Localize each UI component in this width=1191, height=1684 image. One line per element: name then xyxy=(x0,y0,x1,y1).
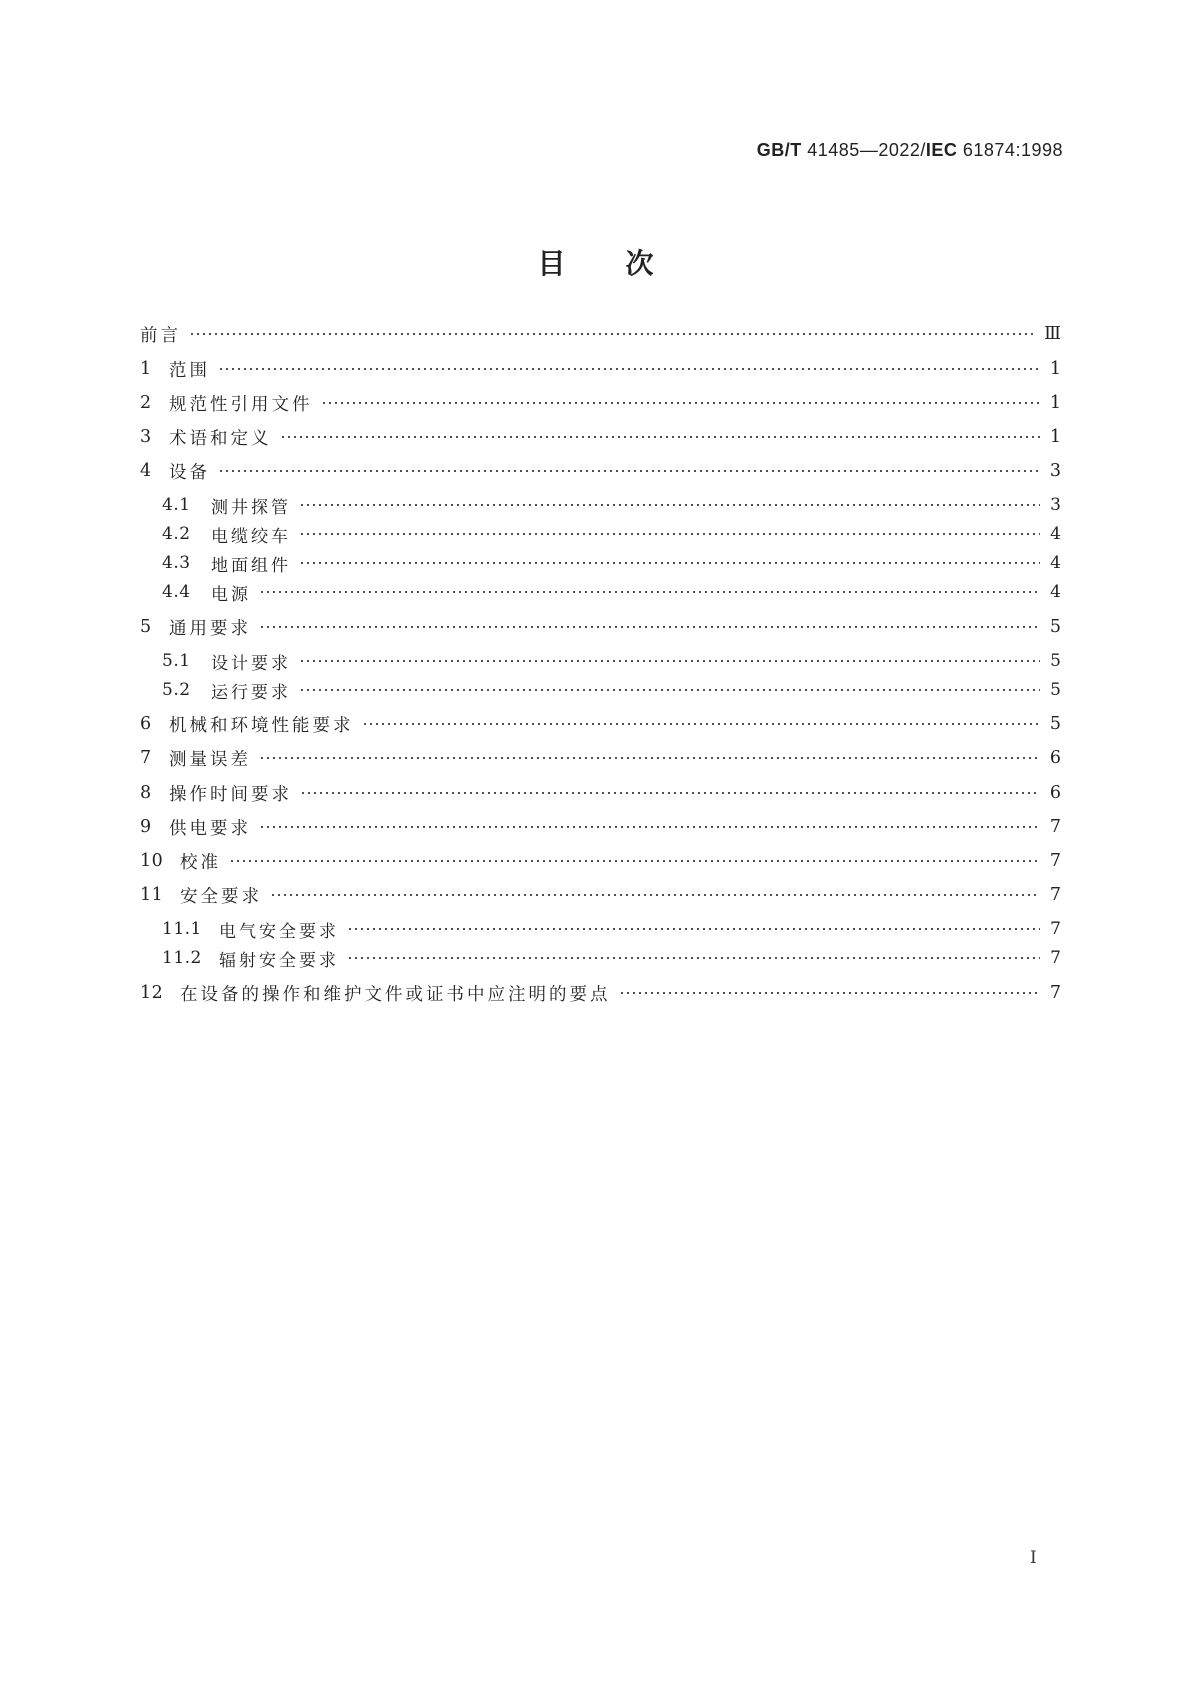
toc-entry-page: 7 xyxy=(1050,919,1061,939)
toc-entry-page: 4 xyxy=(1050,553,1061,573)
toc-entry-label: 规范性引用文件 xyxy=(169,394,313,415)
toc-entry[interactable] xyxy=(140,711,1061,737)
toc-entry-number: 11.1 xyxy=(162,919,202,939)
toc-entry-number: 8 xyxy=(140,783,152,803)
toc-entry-page: 6 xyxy=(1049,783,1061,803)
toc-entry-label: 操作时间要求 xyxy=(169,784,292,805)
toc-entry-number: 6 xyxy=(140,714,152,734)
toc-entry-number: 5.1 xyxy=(162,651,191,671)
toc-entry-page: 6 xyxy=(1049,748,1061,768)
toc-entry[interactable] xyxy=(162,648,1061,674)
toc-entry-page: 5 xyxy=(1049,714,1061,734)
toc-entry-label: 电缆绞车 xyxy=(211,526,291,547)
toc-entry[interactable] xyxy=(140,390,1061,416)
toc-entry[interactable] xyxy=(162,677,1061,703)
toc-entry-number: 9 xyxy=(140,817,152,837)
toc-entry-label: 术语和定义 xyxy=(169,428,272,449)
toc-entry[interactable] xyxy=(140,356,1061,382)
toc-entry[interactable] xyxy=(162,945,1061,971)
toc-entry-label: 范围 xyxy=(169,360,210,381)
toc-entry[interactable] xyxy=(140,321,1061,347)
toc-leader-dots xyxy=(299,688,1040,692)
toc-entry[interactable] xyxy=(140,848,1061,874)
toc-entry-number: 2 xyxy=(140,393,152,413)
toc-entry[interactable] xyxy=(140,614,1061,640)
toc-entry-number: 10 xyxy=(140,851,164,871)
toc-leader-dots xyxy=(362,722,1040,726)
toc-entry-number: 5 xyxy=(140,617,152,637)
toc-leader-dots xyxy=(189,332,1034,336)
toc-entry-page: 5 xyxy=(1049,617,1061,637)
toc-entry-page: 7 xyxy=(1049,817,1061,837)
toc-entry-page: 5 xyxy=(1050,651,1061,671)
toc-entry-number: 4 xyxy=(140,461,152,481)
toc-leader-dots xyxy=(321,401,1040,405)
toc-entry-page: 4 xyxy=(1050,582,1061,602)
toc-leader-dots xyxy=(300,791,1040,795)
toc-entry-label: 设计要求 xyxy=(211,653,291,674)
toc-entry-number: 11 xyxy=(140,885,164,905)
toc-leader-dots xyxy=(259,590,1040,594)
toc-entry-number: 3 xyxy=(140,427,152,447)
toc-entry-page: 7 xyxy=(1049,983,1061,1003)
toc-leader-dots xyxy=(270,893,1040,897)
toc-entry-page: Ⅲ xyxy=(1044,324,1061,344)
toc-entry-page: 1 xyxy=(1049,359,1061,379)
toc-leader-dots xyxy=(299,659,1040,663)
standard-code-iec: IEC xyxy=(925,140,958,160)
toc-entry[interactable] xyxy=(162,916,1061,942)
toc-entry[interactable] xyxy=(162,492,1061,518)
toc-entry[interactable] xyxy=(140,882,1061,908)
toc-leader-dots xyxy=(259,625,1040,629)
toc-entry-label: 安全要求 xyxy=(180,886,262,907)
toc-entry-label: 供电要求 xyxy=(169,818,251,839)
toc-entry-page: 7 xyxy=(1049,885,1061,905)
toc-entry-label: 地面组件 xyxy=(211,555,291,576)
toc-entry[interactable] xyxy=(162,550,1061,576)
toc-entry-page: 5 xyxy=(1050,680,1061,700)
page-title: 目次 xyxy=(537,247,714,280)
toc-entry-label: 测量误差 xyxy=(169,749,251,770)
toc-entry-page: 4 xyxy=(1050,524,1061,544)
toc-entry[interactable] xyxy=(140,814,1061,840)
toc-entry-number: 4.3 xyxy=(162,553,191,573)
toc-leader-dots xyxy=(259,756,1040,760)
toc-entry-number: 4.4 xyxy=(162,582,191,602)
toc-leader-dots xyxy=(218,367,1040,371)
toc-entry-label: 电源 xyxy=(211,584,251,605)
toc-entry-label: 机械和环境性能要求 xyxy=(169,715,354,736)
toc-leader-dots xyxy=(218,469,1040,473)
standard-code xyxy=(757,140,1063,161)
toc-entry-label: 设备 xyxy=(169,462,210,483)
toc-entry-number: 1 xyxy=(140,359,152,379)
standard-code-number: 41485—2022/ xyxy=(801,140,926,160)
toc-leader-dots xyxy=(619,991,1040,995)
toc-entry[interactable] xyxy=(162,521,1061,547)
toc-entry-page: 3 xyxy=(1050,495,1061,515)
toc-entry-label: 辐射安全要求 xyxy=(219,950,339,971)
toc-leader-dots xyxy=(347,956,1040,960)
page-number: I xyxy=(1030,1548,1037,1568)
toc-entry[interactable] xyxy=(162,579,1061,605)
toc-leader-dots xyxy=(299,503,1040,507)
toc-entry-label: 校准 xyxy=(180,852,221,873)
toc-entry-page: 1 xyxy=(1049,427,1061,447)
toc-entry[interactable] xyxy=(140,780,1061,806)
toc-entry-page: 7 xyxy=(1049,851,1061,871)
toc-entry-label: 通用要求 xyxy=(169,618,251,639)
toc-entry-number: 7 xyxy=(140,748,152,768)
toc-leader-dots xyxy=(299,532,1040,536)
toc-entry-label: 测井探管 xyxy=(211,497,291,518)
toc-leader-dots xyxy=(280,435,1040,439)
toc-entry-number: 11.2 xyxy=(162,948,202,968)
toc-entry-number: 4.2 xyxy=(162,524,191,544)
toc-entry-number: 5.2 xyxy=(162,680,191,700)
toc-entry-label: 电气安全要求 xyxy=(219,921,339,942)
toc-entry-page: 7 xyxy=(1050,948,1061,968)
toc-entry-label: 运行要求 xyxy=(211,682,291,703)
toc-entry[interactable] xyxy=(140,424,1061,450)
toc-entry[interactable] xyxy=(140,458,1061,484)
toc-entry-label: 前言 xyxy=(140,325,181,346)
toc-leader-dots xyxy=(347,927,1040,931)
toc-leader-dots xyxy=(299,561,1040,565)
toc-entry[interactable] xyxy=(140,980,1061,1006)
toc-entry[interactable] xyxy=(140,745,1061,771)
toc-entry-number: 4.1 xyxy=(162,495,191,515)
toc-entry-page: 3 xyxy=(1049,461,1061,481)
toc-entry-number: 12 xyxy=(140,983,164,1003)
toc-entry-page: 1 xyxy=(1049,393,1061,413)
standard-code-prefix: GB/T xyxy=(756,140,802,160)
toc-leader-dots xyxy=(259,825,1040,829)
standard-code-year: 61874:1998 xyxy=(957,140,1063,160)
toc-entry-label: 在设备的操作和维护文件或证书中应注明的要点 xyxy=(180,984,611,1005)
toc-leader-dots xyxy=(229,859,1040,863)
